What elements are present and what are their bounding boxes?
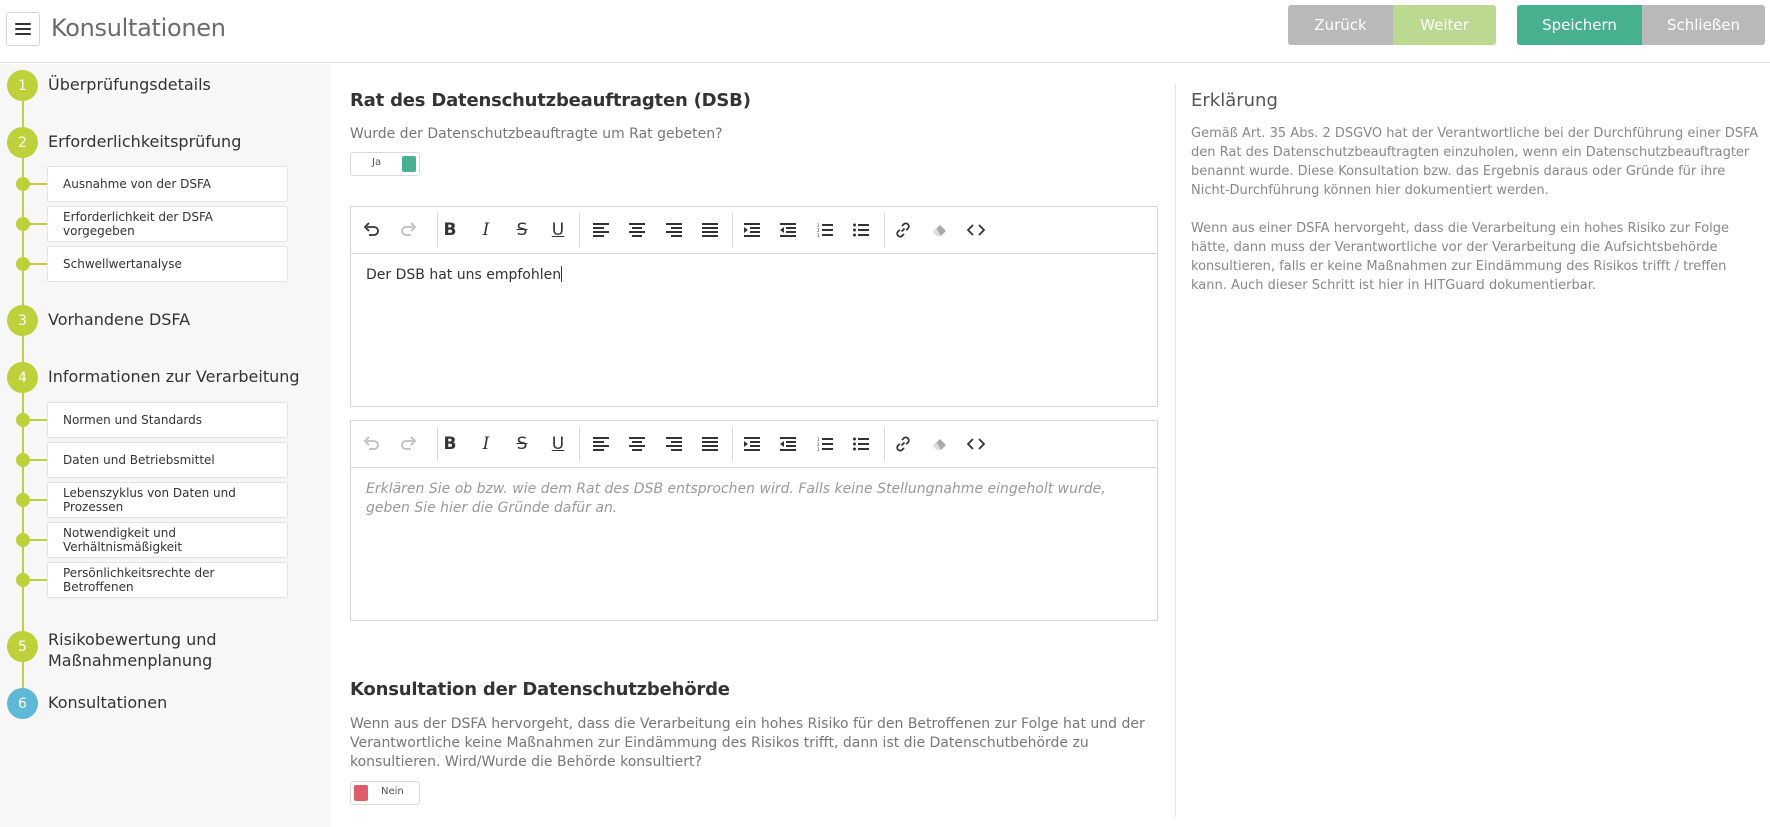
- substep-dot: [16, 533, 30, 547]
- substep-connector: [30, 223, 47, 225]
- substep-notwendigkeit[interactable]: Notwendigkeit und Verhältnismäßigkeit: [47, 522, 288, 558]
- step-label: Informationen zur Verarbeitung: [48, 367, 300, 386]
- explanation-paragraph-2: Wenn aus einer DSFA hervorgeht, dass die Verarbeitung ein hohes Risiko zur Folge hätte, dann muss der Verantwortliche vor der Verarbeitung die Aufsichtsbehörde konsultieren, falls er keine Maßnahmen zur Eindämmung des Risikos trifft / treffen kann. Auch dieser Schritt ist hier in HITGuard dokumentierbar.: [1191, 221, 1730, 293]
- authority-question: Wenn aus der DSFA hervorgeht, dass die Verarbeitung ein hohes Risiko für den Betroffenen zur Folge hat und der Verantwortliche keine Maßnahmen zur Eindämmung des Risikos trifft, dann ist die Datenschutbehörde zu konsultieren. Wird/Wurde die Behörde konsultiert?: [350, 716, 1145, 770]
- explanation-title: Erklärung: [1191, 90, 1278, 111]
- dsb-advice-editor: [350, 206, 1158, 407]
- step-label: Erforderlichkeitsprüfung: [48, 132, 242, 151]
- indent-icon[interactable]: [738, 430, 766, 458]
- substep-lebenszyklus[interactable]: Lebenszyklus von Daten und Prozessen: [47, 482, 288, 518]
- app-header: [0, 0, 1770, 63]
- substep-persoenlichkeitsrechte[interactable]: Persönlichkeitsrechte der Betroffenen: [47, 562, 288, 598]
- main-content: [330, 64, 1175, 827]
- align-left-icon[interactable]: [587, 430, 615, 458]
- underline-icon[interactable]: U: [551, 220, 565, 240]
- step-sidebar: [0, 64, 330, 827]
- eraser-icon[interactable]: [926, 216, 954, 244]
- italic-icon[interactable]: I: [482, 434, 490, 454]
- eraser-icon[interactable]: [926, 430, 954, 458]
- substep-schwellwertanalyse[interactable]: Schwellwertanalyse: [47, 246, 288, 282]
- link-icon[interactable]: [889, 430, 917, 458]
- ordered-list-icon[interactable]: [811, 430, 839, 458]
- svg-text:1: 1: [817, 223, 820, 228]
- page-title: Konsultationen: [51, 14, 226, 42]
- step-label-line2: Maßnahmenplanung: [48, 651, 213, 670]
- substep-connector: [30, 459, 47, 461]
- code-view-icon[interactable]: [962, 216, 990, 244]
- code-view-icon[interactable]: [962, 430, 990, 458]
- editor-placeholder: Erklären Sie ob bzw. wie dem Rat des DSB entsprochen wird. Falls keine Stellungnahme eingeholt wurde, geben Sie hier die Gründe dafür an.: [366, 481, 1106, 516]
- step-label: Konsultationen: [48, 693, 168, 712]
- outdent-icon[interactable]: [774, 430, 802, 458]
- dsb-response-editor: [350, 420, 1158, 621]
- svg-text:2: 2: [817, 442, 820, 447]
- substep-dot: [16, 573, 30, 587]
- close-button[interactable]: Schließen: [1642, 5, 1765, 45]
- align-center-icon[interactable]: [623, 216, 651, 244]
- hamburger-icon: [15, 23, 31, 35]
- step-label: Vorhandene DSFA: [48, 310, 191, 329]
- step-number: 6: [7, 688, 38, 719]
- back-button[interactable]: Zurück: [1288, 5, 1393, 45]
- next-button[interactable]: Weiter: [1393, 5, 1496, 45]
- step-number: 1: [7, 70, 38, 101]
- menu-button[interactable]: [6, 12, 40, 46]
- outdent-icon[interactable]: [774, 216, 802, 244]
- toolbar-separator: [884, 427, 885, 461]
- align-right-icon[interactable]: [660, 430, 688, 458]
- authority-section-title: Konsultation der Datenschutzbehörde: [350, 679, 730, 700]
- unordered-list-icon[interactable]: [847, 430, 875, 458]
- align-right-icon[interactable]: [660, 216, 688, 244]
- svg-text:3: 3: [817, 447, 820, 451]
- substep-connector: [30, 263, 47, 265]
- editor-toolbar: [351, 207, 1157, 254]
- substep-dot: [16, 453, 30, 467]
- underline-icon[interactable]: U: [551, 434, 565, 454]
- strikethrough-icon[interactable]: S: [516, 434, 528, 454]
- step-label-line1: Risikobewertung und: [48, 630, 217, 649]
- indent-icon[interactable]: [738, 216, 766, 244]
- substep-dot: [16, 413, 30, 427]
- dsb-advice-textarea[interactable]: [351, 254, 1157, 406]
- toolbar-separator: [884, 213, 885, 247]
- toggle-knob: [354, 785, 368, 801]
- ordered-list-icon[interactable]: [811, 216, 839, 244]
- substep-connector: [30, 539, 47, 541]
- substep-erforderlichkeit[interactable]: Erforderlichkeit der DSFA vorgegeben: [47, 206, 288, 242]
- dsb-toggle[interactable]: [350, 152, 420, 176]
- step-number: 5: [7, 631, 38, 662]
- editor-text: Der DSB hat uns empfohlen: [366, 267, 562, 283]
- align-justify-icon[interactable]: [696, 430, 724, 458]
- svg-text:3: 3: [817, 233, 820, 237]
- toolbar-separator: [732, 427, 733, 461]
- substep-connector: [30, 499, 47, 501]
- redo-icon[interactable]: [394, 430, 422, 458]
- dsb-section-title: Rat des Datenschutzbeauftragten (DSB): [350, 90, 751, 111]
- toggle-knob: [402, 156, 416, 172]
- toggle-label: Ja: [372, 157, 382, 168]
- undo-icon[interactable]: [358, 216, 386, 244]
- italic-icon[interactable]: I: [482, 220, 490, 240]
- unordered-list-icon[interactable]: [847, 216, 875, 244]
- toolbar-separator: [732, 213, 733, 247]
- substep-dot: [16, 493, 30, 507]
- substep-connector: [30, 579, 47, 581]
- substep-normen[interactable]: Normen und Standards: [47, 402, 288, 438]
- substep-connector: [30, 419, 47, 421]
- step-number: 3: [7, 305, 38, 336]
- substep-dot: [16, 257, 30, 271]
- strikethrough-icon[interactable]: S: [516, 220, 528, 240]
- explanation-paragraph-1: Gemäß Art. 35 Abs. 2 DSGVO hat der Verantwortliche bei der Durchführung einer DSFA den Rat des Datenschutzbeauftragten einzuholen, wenn ein Datenschutzbeauftragter benannt wurde. Diese Konsultation bzw. das Ergebnis daraus oder Gründe für ihre Nicht-Durchführung können hier dokumentiert werden.: [1191, 126, 1759, 198]
- svg-text:2: 2: [817, 228, 820, 233]
- step-label: Überprüfungsdetails: [48, 75, 211, 94]
- substep-ausnahme[interactable]: Ausnahme von der DSFA: [47, 166, 288, 202]
- align-justify-icon[interactable]: [696, 216, 724, 244]
- substep-daten[interactable]: Daten und Betriebsmittel: [47, 442, 288, 478]
- dsb-response-textarea[interactable]: [351, 468, 1157, 620]
- text-caret: [561, 266, 562, 282]
- substep-connector: [30, 183, 47, 185]
- toolbar-separator: [579, 213, 580, 247]
- save-button[interactable]: Speichern: [1517, 5, 1642, 45]
- bold-icon[interactable]: B: [443, 434, 457, 454]
- toolbar-separator: [579, 427, 580, 461]
- align-left-icon[interactable]: [587, 216, 615, 244]
- undo-icon[interactable]: [358, 430, 386, 458]
- editor-toolbar: [351, 421, 1157, 468]
- authority-toggle[interactable]: [350, 781, 420, 805]
- substep-dot: [16, 217, 30, 231]
- step-number: 2: [7, 127, 38, 158]
- redo-icon[interactable]: [394, 216, 422, 244]
- bold-icon[interactable]: B: [443, 220, 457, 240]
- svg-text:1: 1: [817, 437, 820, 442]
- substep-dot: [16, 177, 30, 191]
- link-icon[interactable]: [889, 216, 917, 244]
- explanation-panel: [1175, 84, 1770, 817]
- align-center-icon[interactable]: [623, 430, 651, 458]
- step-number: 4: [7, 362, 38, 393]
- toggle-label: Nein: [381, 786, 404, 797]
- dsb-question: Wurde der Datenschutzbeauftragte um Rat gebeten?: [350, 126, 723, 142]
